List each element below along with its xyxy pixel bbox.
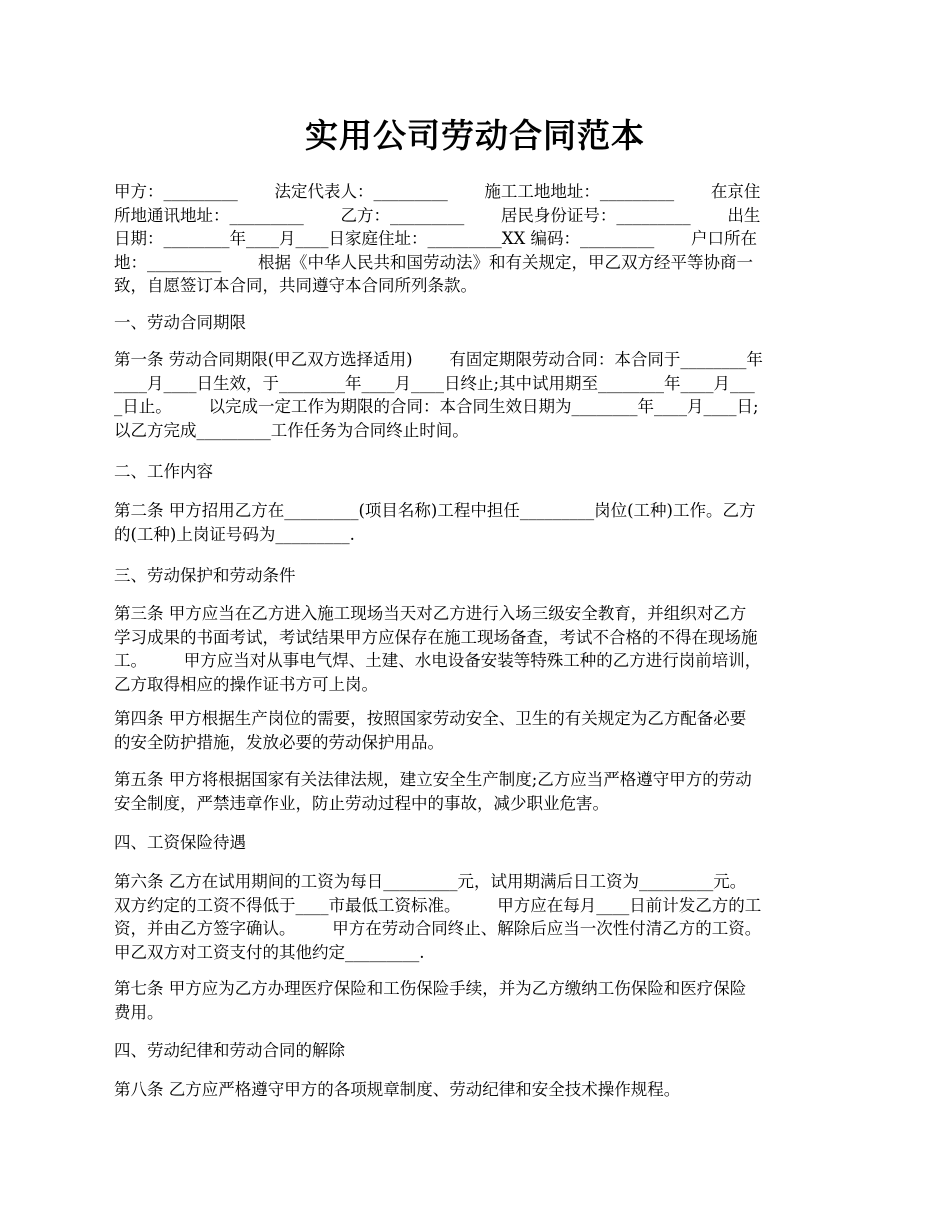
section-heading: 四、劳动纪律和劳动合同的解除 <box>114 1041 345 1060</box>
text-line: 致，自愿签订本合同，共同遵守本合同所列条款。 <box>114 276 477 295</box>
text-line: 所地通讯地址：_________ 乙方：_________ 居民身份证号：_________ 出生 <box>114 205 761 225</box>
section-heading: 三、劳动保护和劳动条件 <box>114 566 296 585</box>
article-2 <box>114 499 840 546</box>
text-line: 第四条 甲方根据生产岗位的需要，按照国家劳动安全、卫生的有关规定为乙方配备必要 <box>114 709 747 728</box>
text-line: 第六条 乙方在试用期间的工资为每日_________元，试用期满后日工资为_________元。 <box>114 872 747 891</box>
text-line: 费用。 <box>114 1002 164 1022</box>
text-line: 以乙方完成_________工作任务为合同终止时间。 <box>114 420 469 440</box>
article-8 <box>114 1078 840 1102</box>
section-heading: 二、工作内容 <box>114 462 213 481</box>
text-line: 工。 甲方应当对从事电气焊、土建、水电设备安装等特殊工种的乙方进行岗前培训， <box>114 651 762 670</box>
text-line: 日期：________年____月____日家庭住址：_________XX 编码：_________ 户口所在 <box>114 229 757 248</box>
text-line: 第二条 甲方招用乙方在_________(项目名称)工程中担任_________岗位(工种)工作。乙方 <box>114 501 756 520</box>
text-line: 第八条 乙方应严格遵守甲方的各项规章制度、劳动纪律和安全技术操作规程。 <box>114 1080 681 1099</box>
text-line: 的安全防护措施，发放必要的劳动保护用品。 <box>114 732 444 752</box>
text-line: ____月____日生效，于________年____月____日终止;其中试用期至________年____月___ <box>114 373 755 393</box>
text-line: 甲乙双方对工资支付的其他约定_________. <box>114 942 425 962</box>
intro-paragraph <box>114 180 840 298</box>
text-line: 的(工种)上岗证号码为_________. <box>114 524 355 544</box>
text-line: 资，并由乙方签字确认。 甲方在劳动合同终止、解除后应当一次性付清乙方的工资。 <box>114 919 762 938</box>
text-line: 第五条 甲方将根据国家有关法律法规，建立安全生产制度;乙方应当严格遵守甲方的劳动 <box>114 770 752 789</box>
text-line: 安全制度，严禁违章作业，防止劳动过程中的事故，减少职业危害。 <box>114 793 609 813</box>
text-line: 学习成果的书面考试，考试结果甲方应保存在施工现场备查，考试不合格的不得在现场施 <box>114 627 758 647</box>
article-5 <box>114 768 840 815</box>
article-4 <box>114 707 840 754</box>
text-line: 第三条 甲方应当在乙方进入施工现场当天对乙方进行入场三级安全教育，并组织对乙方 <box>114 604 747 623</box>
text-line: 乙方取得相应的操作证书方可上岗。 <box>114 674 378 694</box>
section-heading: 四、工资保险待遇 <box>114 833 246 852</box>
text-line: 双方约定的工资不得低于____市最低工资标准。 甲方应在每月____日前计发乙方的工 <box>114 895 762 915</box>
article-3 <box>114 602 840 696</box>
text-line: 第一条 劳动合同期限(甲乙双方选择适用) 有固定期限劳动合同：本合同于________年 <box>114 350 763 369</box>
article-7 <box>114 977 840 1024</box>
article-1 <box>114 348 840 442</box>
document-title: 实用公司劳动合同范本 <box>305 116 645 155</box>
text-line: _日止。 以完成一定工作为期限的合同：本合同生效日期为________年____月____日; <box>114 397 759 416</box>
text-line: 甲方：_________ 法定代表人：_________ 施工工地地址：_________ 在京住 <box>114 182 761 201</box>
text-line: 地：_________ 根据《中华人民共和国劳动法》和有关规定，甲乙双方经平等协商一 <box>114 252 753 272</box>
text-line: 第七条 甲方应为乙方办理医疗保险和工伤保险手续，并为乙方缴纳工伤保险和医疗保险 <box>114 979 747 998</box>
section-heading: 一、劳动合同期限 <box>114 313 246 332</box>
article-6 <box>114 870 840 964</box>
